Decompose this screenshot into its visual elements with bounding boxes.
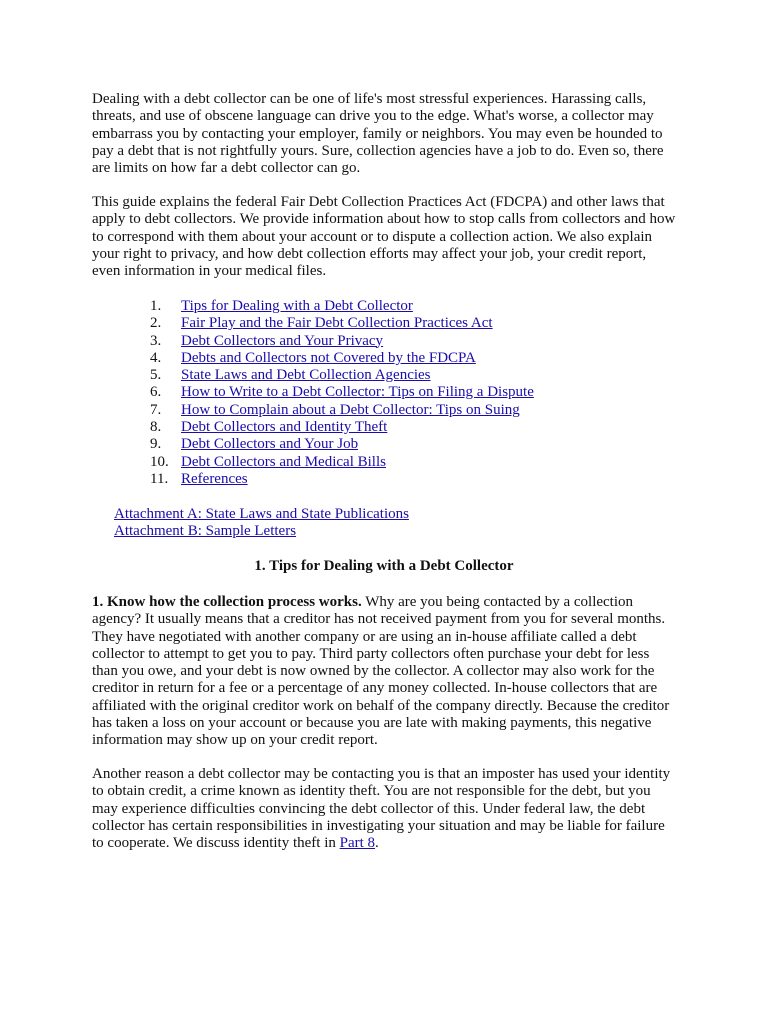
text-line: agency? It usually means that a creditor has not received payment from you for several months. [92,611,666,628]
text-line [92,594,669,611]
toc-item [150,367,534,384]
toc-item [150,384,534,401]
toc-number: 5. [150,367,162,384]
section-paragraph-1 [92,594,669,750]
toc-number: 8. [150,419,162,436]
text-line: pay a debt that is not rightfully yours. Sure, collection agencies have a job to do. Even so, there [92,142,664,159]
toc-link[interactable]: State Laws and Debt Collection Agencies [181,367,431,384]
toc-number: 10. [150,453,169,470]
table-of-contents [150,298,534,488]
toc-item [150,333,534,350]
text-line: to obtain credit, a crime known as identity theft. You are not responsible for the debt, but you [92,783,651,800]
toc-link[interactable]: Tips for Dealing with a Debt Collector [181,298,413,314]
text-line: has taken a loss on your account or because you are late with making payments, this negative [92,715,652,732]
text-line: Another reason a debt collector may be contacting you is that an imposter has used your identity [92,766,671,782]
toc-number: 3. [150,332,162,349]
text-line: They have negotiated with another company or are using an in-house affiliate called a debt [92,628,637,645]
toc-item [150,436,534,453]
section-paragraph-2 [92,766,670,852]
toc-item [150,298,534,315]
toc-item [150,419,534,436]
toc-number: 9. [150,436,162,453]
attachment-b-link[interactable]: Attachment B: Sample Letters [114,523,297,540]
toc-item [150,402,534,419]
text-line: may experience difficulties convincing the debt collector of this. Under federal law, the debt [92,800,646,817]
intro-paragraph-2 [92,194,675,280]
intro-paragraph-1 [92,91,664,177]
text-run: to cooperate. We discuss identity theft in [92,835,340,852]
toc-link[interactable]: Fair Play and the Fair Debt Collection Practices Act [181,315,493,332]
text-line: your right to privacy, and how debt collection efforts may affect your job, your credit report, [92,245,647,262]
text-line: than you owe, and your debt is now owned by the collector. A collector may also work for the [92,663,655,680]
text-line: This guide explains the federal Fair Debt Collection Practices Act (FDCPA) and other laws that [92,194,665,210]
text-line: threats, and use of obscene language can drive you to the edge. What's worse, a collector may [92,108,654,125]
toc-link[interactable]: Debt Collectors and Your Job [181,436,359,453]
text-line: collector has certain responsibilities in investigating your situation and may be liable for failure [92,817,665,834]
text-line: Dealing with a debt collector can be one of life's most stressful experiences. Harassing calls, [92,91,647,107]
text-line: collector to attempt to get you to pay. Third party collectors often purchase your debt for less [92,645,650,662]
text-line: are limits on how far a debt collector can go. [92,160,361,177]
toc-link[interactable]: Debts and Collectors not Covered by the FDCPA [181,349,476,366]
text-line [92,835,670,852]
toc-number: 6. [150,384,162,401]
attachment-a-link[interactable]: Attachment A: State Laws and State Publications [114,506,409,522]
toc-link[interactable]: How to Write to a Debt Collector: Tips on Filing a Dispute [181,384,534,401]
toc-item [150,454,534,471]
toc-number: 11. [150,470,169,487]
toc-number: 2. [150,315,162,332]
text-line: affiliated with the original creditor work on behalf of the company directly. Because the creditor [92,697,670,714]
text-run: Why are you being contacted by a collection [361,594,634,610]
toc-link[interactable]: How to Complain about a Debt Collector: Tips on Suing [181,401,520,418]
text-line: even information in your medical files. [92,263,327,280]
section-heading: 1. Tips for Dealing with a Debt Collector [254,558,514,574]
toc-link[interactable]: Debt Collectors and Medical Bills [181,453,386,470]
toc-number: 4. [150,349,162,366]
toc-number: 1. [150,298,162,314]
toc-item [150,471,534,488]
part-8-link[interactable]: Part 8 [339,835,376,852]
text-line: information may show up on your credit report. [92,732,378,749]
text-line: apply to debt collectors. We provide information about how to stop calls from collectors and how [92,211,676,228]
text-run: . [375,835,379,852]
toc-number: 7. [150,401,162,418]
attachments [114,506,409,541]
toc-item [150,350,534,367]
text-line: embarrass you by contacting your employer, family or neighbors. You may even be hounded to [92,125,663,142]
toc-link[interactable]: Debt Collectors and Identity Theft [181,419,388,436]
toc-link[interactable]: References [181,470,248,487]
bold-lead: 1. Know how the collection process works. [92,594,362,610]
toc-item [150,315,534,332]
text-line: to correspond with them about your account or to dispute a collection action. We also explain [92,228,653,245]
toc-link[interactable]: Debt Collectors and Your Privacy [181,332,384,349]
text-line: creditor in return for a fee or a percentage of any money collected. In-house collectors that are [92,680,658,697]
